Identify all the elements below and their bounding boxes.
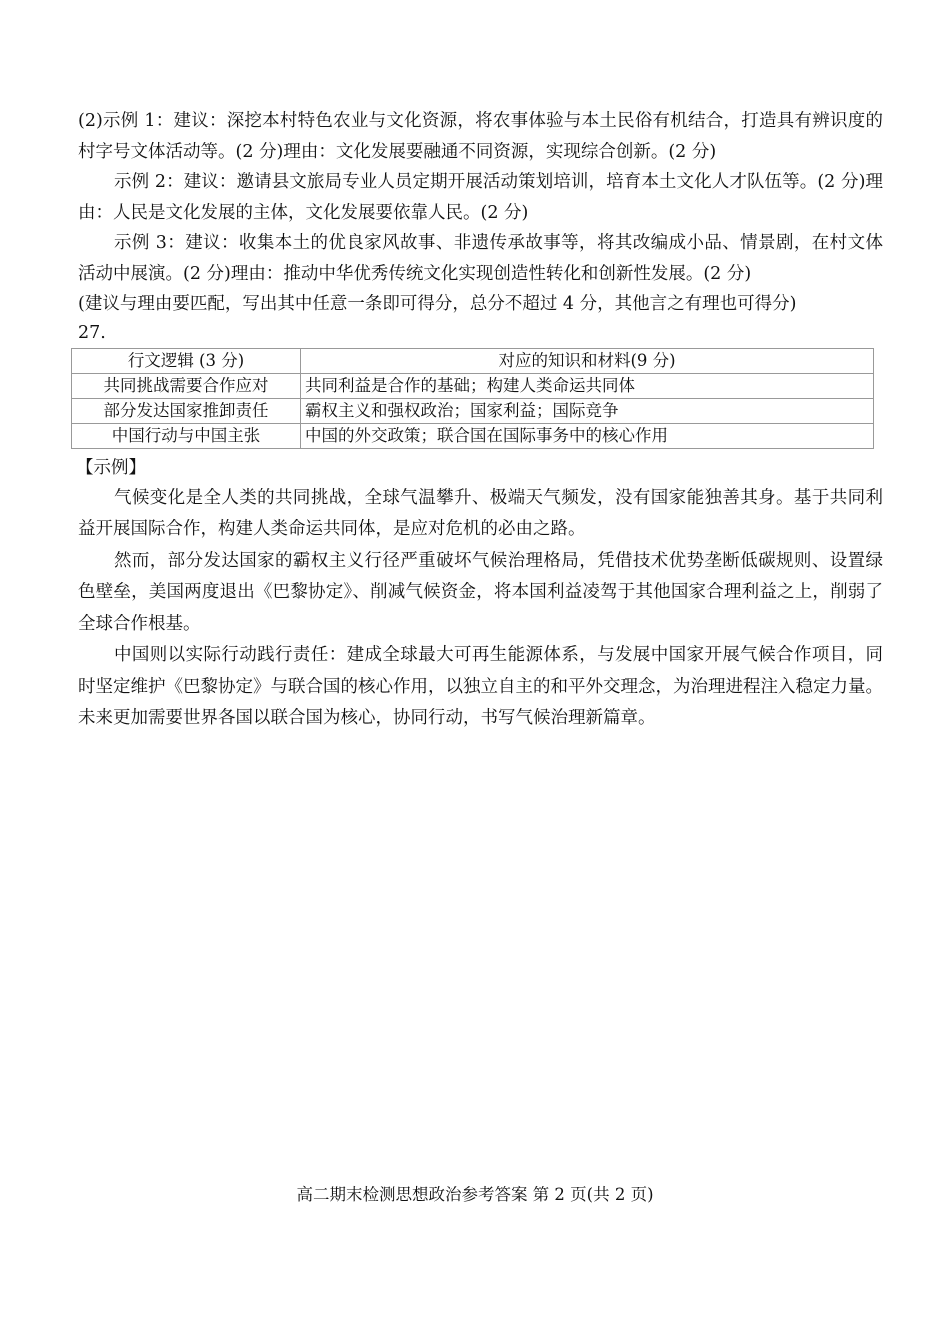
table-cell: 部分发达国家推卸责任 (72, 398, 301, 423)
q26-example-3: 示例 3：建议：收集本土的优良家风故事、非遗传承故事等，将其改编成小品、情景剧，在村文体活动中展演。(2 分)理由：推动中华优秀传统文化实现创造性转化和创新性发展。(2 分) (78, 233, 883, 284)
table-header-row (72, 348, 874, 373)
table-cell: 中国的外交政策；联合国在国际事务中的核心作用 (301, 423, 874, 448)
table-header-knowledge: 对应的知识和材料(9 分) (301, 348, 874, 373)
page-footer: 高二期末检测思想政治参考答案 第 2 页(共 2 页) (296, 1185, 654, 1204)
q26-scoring-note: (建议与理由要匹配，写出其中任意一条即可得分，总分不超过 4 分，其他言之有理也可得分) (78, 294, 797, 314)
q26-example-1: (2)示例 1：建议：深挖本村特色农业与文化资源，将农事体验与本土民俗有机结合，打造具有辨识度的村字号文体活动等。(2 分)理由：文化发展要融通不同资源，实现综合创新。(2 分) (78, 111, 883, 162)
table-cell: 中国行动与中国主张 (72, 423, 301, 448)
table-cell: 共同挑战需要合作应对 (72, 373, 301, 398)
table-cell: 共同利益是合作的基础；构建人类命运共同体 (301, 373, 874, 398)
table-row (72, 373, 874, 398)
q26-example-2: 示例 2：建议：邀请县文旅局专业人员定期开展活动策划培训，培育本土文化人才队伍等。(2 分)理由：人民是文化发展的主体，文化发展要依靠人民。(2 分) (78, 172, 883, 223)
table-cell: 霸权主义和强权政治；国家利益；国际竞争 (301, 398, 874, 423)
table-row (72, 398, 874, 423)
table-header-logic: 行文逻辑 (3 分) (72, 348, 301, 373)
example-paragraph-1: 气候变化是全人类的共同挑战，全球气温攀升、极端天气频发，没有国家能独善其身。基于共同利益开展国际合作，构建人类命运共同体，是应对危机的必由之路。 (78, 487, 883, 539)
example-heading: 【示例】 (76, 457, 146, 478)
q27-scoring-table (71, 348, 874, 449)
example-paragraph-2: 然而，部分发达国家的霸权主义行径严重破坏气候治理格局，凭借技术优势垄断低碳规则、设置绿色壁垒，美国两度退出《巴黎协定》、削减气候资金，将本国利益凌驾于其他国家合理利益之上，削弱了全球合作根基。 (78, 550, 883, 634)
example-essay (78, 483, 883, 735)
answer-content (78, 106, 883, 735)
table-row (72, 423, 874, 448)
example-paragraph-3: 中国则以实际行动践行责任：建成全球最大可再生能源体系，与发展中国家开展气候合作项目，同时坚定维护《巴黎协定》与联合国的核心作用，以独立自主的和平外交理念，为治理进程注入稳定力量。未来更加需要世界各国以联合国为核心，协同行动，书写气候治理新篇章。 (78, 645, 883, 728)
q27-number: 27. (78, 322, 106, 343)
